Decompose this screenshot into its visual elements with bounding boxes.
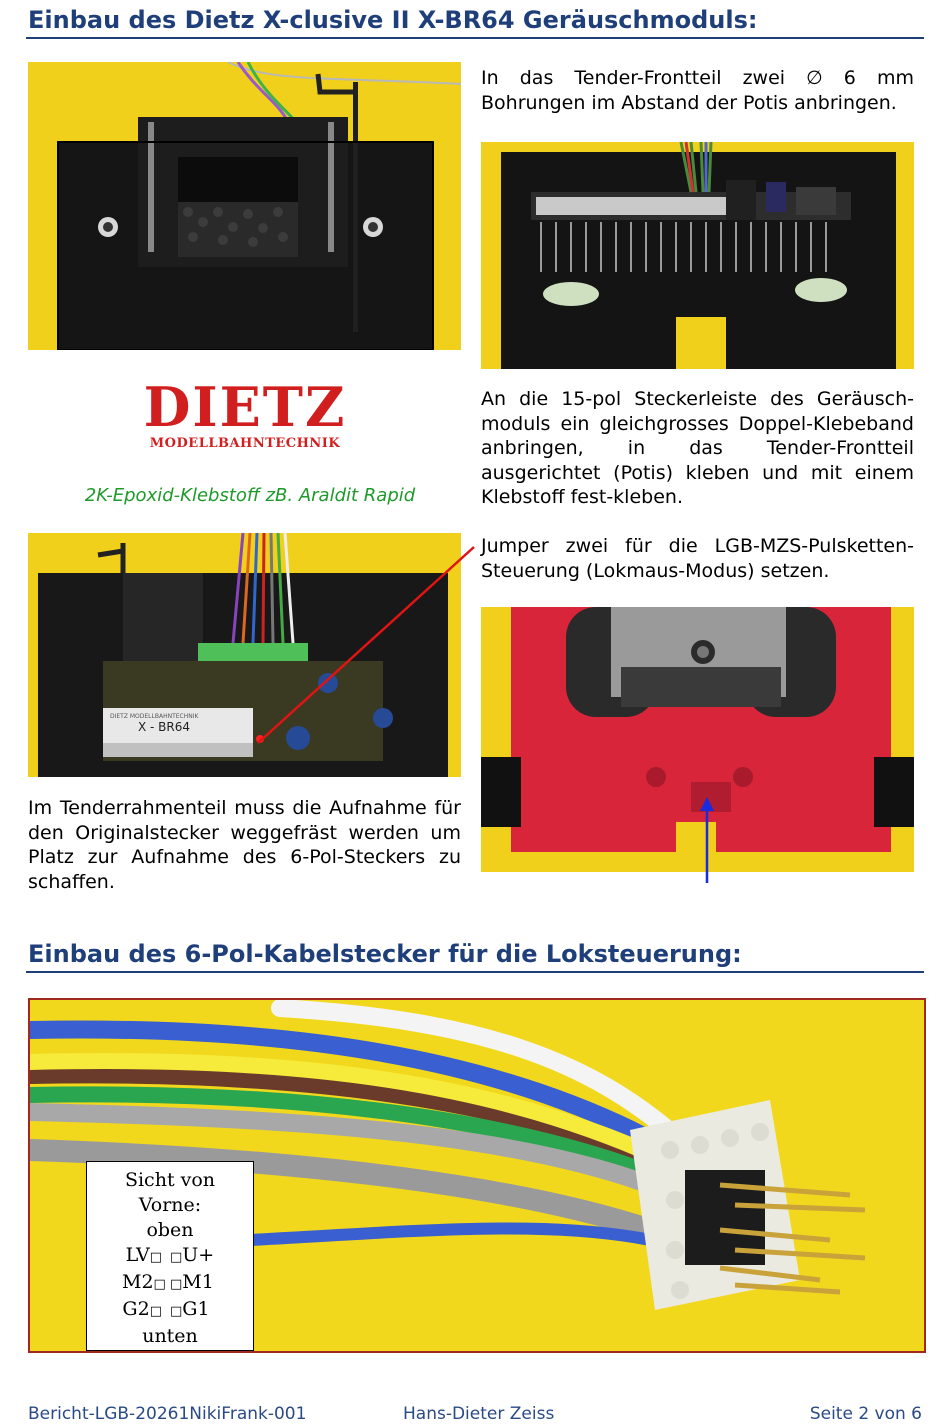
pinout-top-label: oben [146,1219,194,1241]
pinout-row [87,1270,253,1297]
section-title-connector: Einbau des 6-Pol-Kabelstecker für die Loksteuerung: [28,940,742,968]
pinout-row [87,1297,253,1324]
module-label: X - BR64 [138,720,191,734]
footer-report-id: Bericht-LGB-20261NikiFrank-001 [28,1404,307,1424]
adhesive-caption: 2K-Epoxid-Klebstoff zB. Araldit Rapid [84,485,416,506]
pin-glyph: □ [153,1277,166,1292]
instruction-jumper: Jumper zwei für die LGB-MZS-Pulsketten-Steuerung (Lokmaus-Modus) setzen. [481,535,914,582]
pin-g1: G1 [182,1298,210,1320]
pin-glyph: □ [170,1277,183,1292]
pin-m1: M1 [182,1271,214,1293]
pin-glyph: □ [149,1250,162,1265]
milling-pointer-arrow [695,795,719,885]
pin-uplus: U+ [182,1244,215,1266]
logo-brand: DIETZ [143,375,347,439]
pinout-bottom-label: unten [142,1325,198,1347]
pin-glyph: □ [149,1304,162,1319]
pinout-box [86,1161,254,1351]
pin-g2: G2 [122,1298,150,1320]
instruction-milling: Im Tenderrahmenteil muss die Aufnahme für den Originalstecker weggefräst werden um Platz zur Aufnahme des 6-Pol-Steckers zu schaffen. [28,797,461,893]
logo-subtitle: MODELLBAHNTECHNIK [149,436,341,451]
pin-m2: M2 [122,1271,154,1293]
pinout-title-2: Vorne: [138,1194,202,1216]
footer-author: Hans-Dieter Zeiss [403,1404,555,1424]
pinout-row [87,1243,253,1270]
footer-page-number: Seite 2 von 6 [809,1404,922,1424]
pin-lv: LV [125,1244,150,1266]
instruction-drill-holes: In das Tender-Frontteil zwei ∅ 6 mm Bohrungen im Abstand der Potis anbringen. [481,67,914,114]
instruction-double-tape: An die 15-pol Steckerleiste des Geräusch-moduls ein gleichgrosses Doppel-Klebeband anbringen, in das Tender-Frontteil ausgerichtet (Potis) kleben und mit einem Klebstoff fest-kleben. [481,388,914,508]
section-rule [26,971,924,973]
module-brand: DIETZ MODELLBAHNTECHNIK [110,713,199,720]
pin-glyph: □ [170,1304,183,1319]
page-title: Einbau des Dietz X-clusive II X-BR64 Geräuschmoduls: [28,6,758,34]
pinout-title-1: Sicht von [124,1169,216,1191]
pin-glyph: □ [170,1250,183,1265]
